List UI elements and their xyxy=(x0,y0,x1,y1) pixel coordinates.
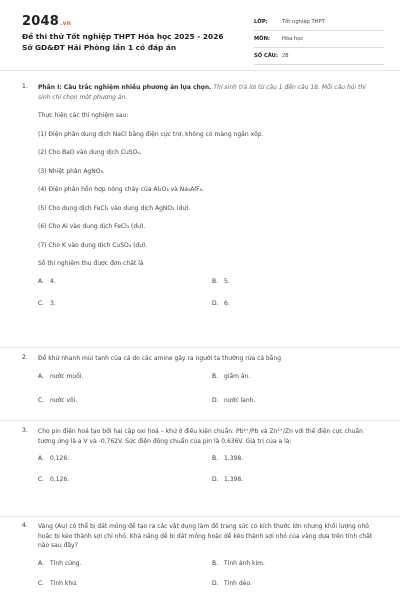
option-a[interactable] xyxy=(38,455,69,462)
question-stem: Vàng (Au) có thể bị dát mỏng để tạo ra các vật dụng làm đồ trang sức có kích thước lớn nhưng khối lượng nhỏ hoặc bị kéo thành sợi chỉ nhỏ. Khả năng dễ bị dát mỏng hoặc dễ kéo thành sợi nhỏ của vàng dựa trên tính chất nào sau đây? xyxy=(38,523,373,549)
option-text: Tính ánh kim. xyxy=(224,559,265,567)
option-label: B. xyxy=(212,372,219,380)
option-a[interactable] xyxy=(38,560,81,567)
option-label: A. xyxy=(38,277,44,285)
option-text: Tính dẻo. xyxy=(224,579,252,587)
question-body xyxy=(38,354,380,364)
question-1 xyxy=(22,83,380,316)
option-a[interactable] xyxy=(38,278,56,285)
option-label: B. xyxy=(212,455,219,462)
option-label: A. xyxy=(38,455,44,462)
option-text: 0,126. xyxy=(50,476,70,483)
option-text: 4. xyxy=(50,277,56,285)
question-separator xyxy=(0,347,400,348)
question-separator xyxy=(0,516,400,517)
option-text: Tính cứng. xyxy=(50,559,82,567)
question-number: 2. xyxy=(22,354,28,361)
question-stem: Cho pin điện hoá tạo bởi hai cặp oxi hoá – khử ở điều kiện chuẩn: Pb²⁺/Pb và Zn²⁺/Zn với thế điện cực chuẩn tương ứng là a V và -0,762V. Sức điện động chuẩn của pin là 0,636V. Giá trị của a là: xyxy=(38,428,363,445)
meta-count-key: SỐ CÂU: xyxy=(254,53,278,59)
option-label: B. xyxy=(212,559,219,567)
option-label: A. xyxy=(38,372,44,380)
experiment-item: (6) Cho Al vào dung dịch FeCl₃ (dư). xyxy=(38,223,146,230)
option-label: D. xyxy=(212,299,219,307)
meta-class-key: LỚP: xyxy=(254,19,268,25)
option-label: D. xyxy=(212,396,219,404)
meta-subject-value: Hóa học xyxy=(282,36,304,42)
option-b[interactable] xyxy=(212,455,243,462)
meta-subject-row xyxy=(254,31,384,48)
option-text: 3. xyxy=(50,299,56,307)
meta-class-value: Tốt nghiệp THPT xyxy=(282,19,325,25)
option-label: C. xyxy=(38,579,45,587)
section-intro xyxy=(38,83,380,102)
meta-class-row xyxy=(254,14,384,31)
question-stem: Số thí nghiệm thu được đơn chất là xyxy=(38,260,144,267)
answer-options xyxy=(38,455,380,493)
question-separator xyxy=(0,420,400,421)
option-c[interactable] xyxy=(38,397,77,404)
section-title: Phần I: Câu trắc nghiệm nhiều phương án lựa chọn. xyxy=(38,84,212,91)
option-a[interactable] xyxy=(38,373,83,380)
question-prompt: Thực hiện các thí nghiệm sau: xyxy=(38,112,129,119)
option-c[interactable] xyxy=(38,476,69,483)
experiment-item: (2) Cho BaO vào dung dịch CuSO₄. xyxy=(38,149,142,156)
option-text: nước vôi. xyxy=(50,396,78,404)
question-number: 4. xyxy=(22,522,28,529)
question-number: 1. xyxy=(22,83,28,90)
meta-count-value: 28 xyxy=(282,53,289,59)
option-text: 1,398. xyxy=(224,455,244,462)
question-2 xyxy=(22,354,380,411)
logo-suffix: .vn xyxy=(59,20,72,27)
experiment-item: (7) Cho K vào dung dịch CuSO₄ (dư). xyxy=(38,241,148,249)
option-label: C. xyxy=(38,476,45,483)
option-b[interactable] xyxy=(212,278,230,285)
question-3 xyxy=(22,427,380,493)
header xyxy=(0,0,400,64)
option-label: B. xyxy=(212,277,219,285)
option-c[interactable] xyxy=(38,580,78,587)
question-body xyxy=(38,83,380,269)
header-divider xyxy=(0,70,400,71)
experiment-item: (3) Nhiệt phân AgNO₃. xyxy=(38,167,105,175)
option-d[interactable] xyxy=(212,397,255,404)
option-text: giấm ăn. xyxy=(224,372,251,380)
answer-options xyxy=(38,278,380,316)
answer-options xyxy=(38,373,380,411)
meta-subject-key: MÔN: xyxy=(254,36,270,42)
option-label: C. xyxy=(38,396,45,404)
option-label: D. xyxy=(212,579,219,587)
option-text: 0,126. xyxy=(50,455,70,462)
option-text: Tính khử. xyxy=(50,579,78,587)
document-title: Đề thi thử Tốt nghiệp THPT Hóa học 2025 - 2026 Sở GD&ĐT Hải Phòng lần 1 có đáp án xyxy=(22,32,224,52)
meta-count-row xyxy=(254,48,384,65)
logo-text: 2048 xyxy=(22,14,59,29)
experiment-item: (4) Điện phân hỗn hợp nóng chảy của Al₂O₃ và Na₃AlF₆. xyxy=(38,186,204,193)
option-label: D. xyxy=(212,476,219,483)
option-label: C. xyxy=(38,299,45,307)
option-text: 6. xyxy=(224,299,230,307)
option-d[interactable] xyxy=(212,580,252,587)
option-c[interactable] xyxy=(38,300,56,307)
option-text: 5. xyxy=(224,277,230,285)
option-text: 1,398. xyxy=(224,476,244,483)
site-logo[interactable] xyxy=(22,14,71,29)
question-stem: Để khử nhanh mùi tanh của cá do các amine gây ra người ta thường rửa cá bằng xyxy=(38,355,282,362)
option-label: A. xyxy=(38,559,44,567)
exam-meta xyxy=(254,14,384,65)
option-text: nước lạnh. xyxy=(224,396,256,404)
question-4 xyxy=(22,522,380,588)
option-d[interactable] xyxy=(212,476,243,483)
option-d[interactable] xyxy=(212,300,230,307)
question-body xyxy=(38,522,380,551)
question-body xyxy=(38,427,380,446)
option-b[interactable] xyxy=(212,560,265,567)
experiment-item: (5) Cho dung dịch FeCl₂ vào dung dịch AgNO₃ (dư). xyxy=(38,204,191,212)
question-number: 3. xyxy=(22,427,28,434)
option-text: nước muối. xyxy=(50,372,84,380)
experiment-item: (1) Điện phân dung dịch NaCl bằng điện cực trơ, không có màng ngăn xốp. xyxy=(38,130,264,138)
answer-options xyxy=(38,560,380,588)
option-b[interactable] xyxy=(212,373,250,380)
section-instructions: Thí sinh trả lời từ câu 1 đến câu 18. Mỗi câu hỏi thí sinh chỉ chọn một phương án. xyxy=(38,84,366,101)
